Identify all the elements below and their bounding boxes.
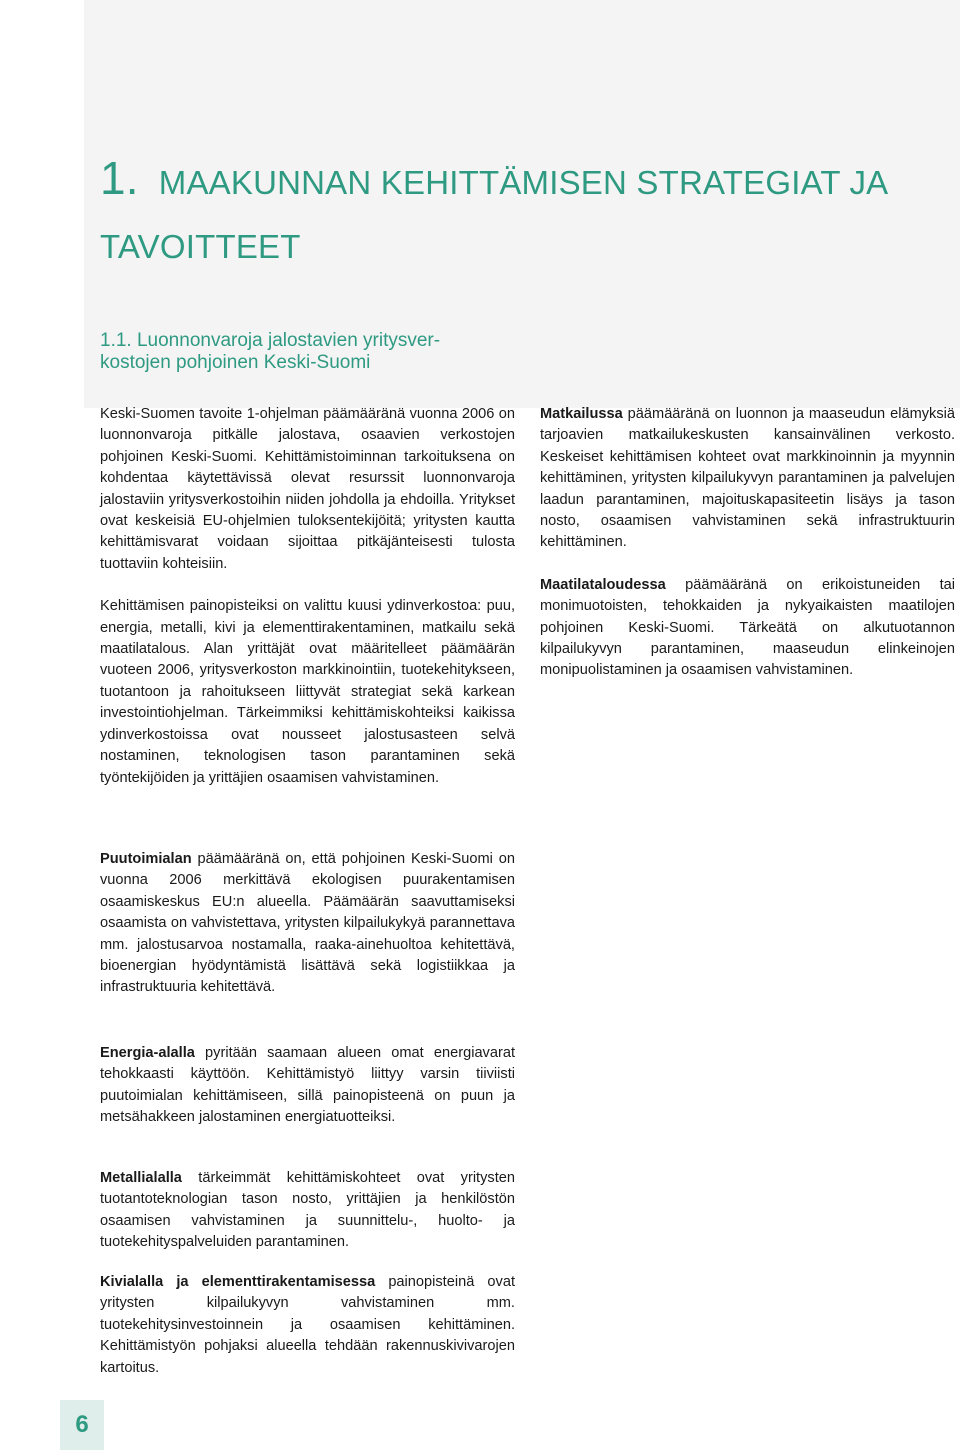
chapter-title [100, 146, 960, 279]
stone-text: painopisteinä ovat yritysten kilpailukyvyn vahvistaminen mm. tuotekehitysinvestoinnein ja osaamisen kehittäminen. Kehittämistyön pohjaksi alueella tehdään rakennuskivivarojen kartoitus. [100, 1274, 515, 1376]
section-number: 1.1. [100, 330, 132, 351]
farming-text: päämääränä on erikoistuneiden tai monimuotoisten, tehokkaiden ja nykyaikaisten maatilojen pohjoinen Keski-Suomi. Tärkeätä on alkutuotannon kilpailukyvyn parantaminen, maaseudun elinkeinojen monipuolistaminen ja osaamisen vahvistaminen. [540, 576, 955, 679]
paragraph-stone [100, 1272, 515, 1379]
left-column-top [100, 404, 515, 789]
section-title [100, 330, 530, 374]
chapter-title-text: MAAKUNNAN KEHITTÄMISEN STRATEGIAT JA TAVOITTEET [100, 164, 887, 265]
wood-text: päämääränä on, että pohjoinen Keski-Suomi on vuonna 2006 merkittävä ekologisen puurakentamisen osaamiskeskus EU:n alueella. Päämäärän saavuttamiseksi osaamista on vahvistettava, yritysten kilpailukykyä parannettava mm. jalostusarvoa nostamalla, raaka-ainehuoltoa kehitettävä, bioenergian hyödyntämistä lisättävä sekä logistiikkaa ja infrastruktuuria kehitettävä. [100, 851, 515, 996]
wood-lead: Puutoimialan [100, 851, 192, 867]
section-title-line2: kostojen pohjoinen Keski-Suomi [100, 352, 371, 373]
paragraph-focus-areas: Kehittämisen painopisteiksi on valittu kuusi ydinverkostoa: puu, energia, metalli, kivi ja elementtirakentaminen, matkailu sekä maatilatalous. Alan yrittäjät ovat määritelleet päämäärän vuoteen 2006, yritysverkoston markkinointiin, tuotekehitykseen, tuotantoon ja rahoitukseen liittyvät strategiat sekä karkean investointiohjelman. Tärkeimmiksi kehittämiskohteiksi kaikissa ydinverkostoissa ovat nousseet jalostusasteen selvä nostaminen, teknologisen tason parantaminen sekä työntekijöiden ja yrittäjien osaamisen vahvistaminen. [100, 598, 515, 786]
left-column-energy [100, 1043, 515, 1129]
paragraph-metal [100, 1168, 515, 1254]
paragraph-farming [540, 575, 955, 682]
right-column [540, 404, 955, 682]
page-number: 6 [75, 1411, 89, 1438]
left-column-metal [100, 1168, 515, 1254]
energy-text: pyritään saamaan alueen omat energiavarat tehokkaasti käyttöön. Kehittämistyö liittyy varsin tiiviisti puutoimialan kehittämiseen, sillä painopisteenä on puun ja metsähakkeen jalostaminen energiatuotteiksi. [100, 1045, 515, 1126]
energy-lead: Energia-alalla [100, 1045, 195, 1061]
metal-text: tärkeimmät kehittämiskohteet ovat yritysten tuotantoteknologian tason nosto, yrittäjien ja henkilöstön osaamisen vahvistaminen ja suunnittelu-, huolto- ja tuotekehityspalveluiden parantaminen. [100, 1170, 515, 1251]
section-title-line1: Luonnonvaroja jalostavien yritysver- [136, 330, 441, 351]
left-margin-gutter [0, 0, 84, 1450]
tourism-text: päämääränä on luonnon ja maaseudun elämyksiä tarjoavien matkailukeskusten kansainvälinen verkosto. Keskeiset kehittämisen kohteet ovat markkinoinnin ja myynnin kehittäminen, yritysten kilpailukyvyn parantaminen ja palvelujen laadun parantaminen, majoituskapasiteetin lisäys ja tason nosto, osaamisen vahvistaminen sekä infrastruktuurin kehittäminen. [540, 406, 955, 551]
paragraph-tourism [540, 404, 955, 554]
left-column-stone [100, 1272, 515, 1379]
paragraph-intro: Keski-Suomen tavoite 1-ohjelman päämääränä vuonna 2006 on luonnonvaroja pitkälle jalostava, osaavien verkostojen pohjoinen Keski-Suomi. Kehittämistoiminnan tarkoituksena on kohdentaa käytettävissä olevat resurssit luonnonvaroja jalostaviin yritysverkostoihin niiden johdolla ja ehdoilla. Yritykset ovat keskeisiä EU-ohjelmien tuloksentekijöitä; yritysten kautta kehittämisvarat voidaan sijoittaa pitkäjänteisesti tulosta tuottaviin kohteisiin. [100, 406, 515, 572]
paragraph-wood [100, 849, 515, 999]
left-column-wood [100, 849, 515, 999]
page-number-tab [60, 1400, 104, 1450]
stone-lead: Kivialalla ja elementtirakentamisessa [100, 1274, 376, 1290]
chapter-number: 1. [100, 152, 139, 204]
tourism-lead: Matkailussa [540, 406, 623, 422]
metal-lead: Metallialalla [100, 1170, 182, 1186]
farming-lead: Maatilataloudessa [540, 576, 666, 593]
paragraph-energy [100, 1043, 515, 1129]
